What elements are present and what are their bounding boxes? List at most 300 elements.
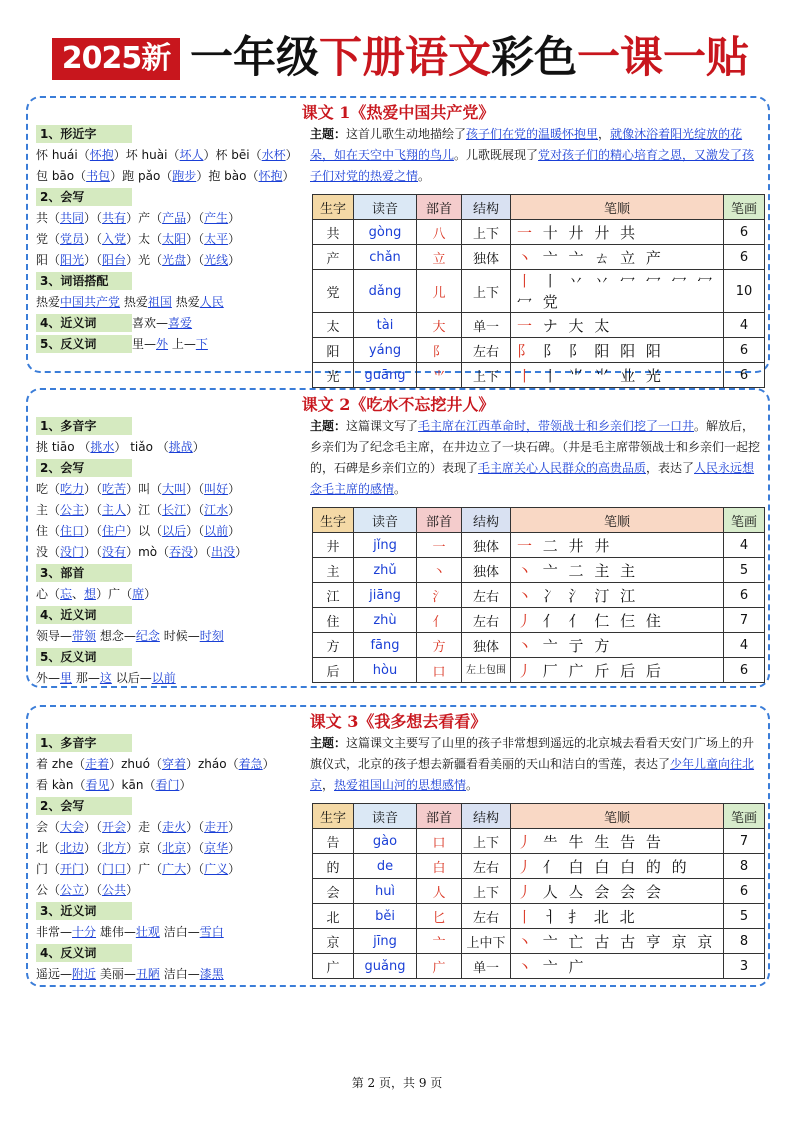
line-text: 住（ [36,524,61,538]
word-link[interactable]: 大叫 [162,482,187,496]
word-link[interactable]: 人民 [199,295,224,309]
word-link[interactable]: 住口 [60,524,85,538]
structure-cell: 左右 [462,854,511,879]
column-header: 部首 [417,508,462,533]
line-text: 公（ [36,883,61,897]
remaining-strokes: 亻 亻 仁 仨 住 [535,611,664,630]
word-link[interactable]: 席 [132,587,145,601]
word-link[interactable]: 公共 [102,883,127,897]
word-link[interactable]: 入党 [102,232,127,246]
line-text: 热爱 [36,295,61,309]
structure-cell: 左上包围 [462,658,511,683]
stroke-order-cell [511,929,724,954]
word-link[interactable]: 看见 [85,778,110,792]
line-text: ） [126,883,139,897]
word-link[interactable]: 穿着 [161,757,186,771]
list-row [36,250,308,271]
stroke-order-cell [511,854,724,879]
word-link[interactable]: 叫好 [204,482,229,496]
line-text: ）（ [186,253,205,267]
line-text: ）抱 bào（ [196,169,259,183]
word-link[interactable]: 走着 [85,757,110,771]
page-footer: 第 2 页，共 9 页 [351,1076,443,1090]
s2-character-table [312,507,765,683]
s3-knowledge-list [36,733,308,985]
table-row [313,879,765,904]
word-link[interactable]: 里 [60,671,73,685]
pinyin-cell: guǎng [354,954,417,979]
s2-line-0 [36,440,205,454]
word-link[interactable]: 吃力 [60,482,85,496]
structure-cell: 独体 [462,633,511,658]
radical-cell: 氵 [417,583,462,608]
list-row [36,437,308,458]
word-link[interactable]: 跑步 [172,169,197,183]
word-link[interactable]: 漆黑 [199,967,224,981]
first-stroke: 丿 [517,857,536,876]
list-row [36,458,308,479]
theme-text: ，表达了 [646,461,695,475]
line-text: ）（ [84,232,103,246]
table-row [313,608,765,633]
line-text: 领导— [36,629,73,643]
line-text: ）跑 pǎo（ [110,169,173,183]
structure-cell: 独体 [462,558,511,583]
line-text: ） [228,862,241,876]
list-row [36,313,308,334]
theme-text: 。 [394,482,407,496]
s3-line-6 [36,925,224,939]
word-link[interactable]: 走开 [204,820,229,834]
pinyin-cell: gòng [354,220,417,245]
column-header: 读音 [354,804,417,829]
title-part-2: 下册语文 [319,33,491,83]
category-label: 4、反义词 [36,944,132,962]
word-link[interactable]: 主人 [102,503,127,517]
line-text: ）（ [186,862,205,876]
s2-line-1 [36,482,240,496]
list-row [36,733,308,754]
stroke-count-cell: 6 [724,879,765,904]
theme-text: ， [598,127,611,141]
pinyin-cell: de [354,854,417,879]
char-cell: 方 [313,633,354,658]
s2-line-2 [36,503,240,517]
word-link[interactable]: 壮观 [135,925,160,939]
structure-cell: 上下 [462,363,511,388]
stroke-order-cell [511,879,724,904]
theme-highlight[interactable]: 党对孩子们的精心培育之恩，又激发了孩子们对党的热爱之情 [310,148,755,183]
word-link[interactable]: 共有 [102,211,127,225]
line-text: ）（ [84,883,103,897]
remaining-strokes: 丨 ⺌ ⺌ 业 光 [535,366,664,385]
category-label: 1、多音字 [36,734,132,752]
line-text: 阳（ [36,253,61,267]
word-link[interactable]: 江水 [204,503,229,517]
char-cell: 江 [313,583,354,608]
char-cell: 广 [313,954,354,979]
line-text: 热爱 [171,295,200,309]
column-header: 部首 [417,804,462,829]
theme-highlight[interactable]: 热爱祖国山河的思想感情 [334,778,467,792]
remaining-strokes: 冫 氵 汀 江 [535,586,639,605]
pinyin-cell: jiāng [354,583,417,608]
category-label: 4、近义词 [36,314,132,332]
list-row [36,500,308,521]
word-link[interactable]: 着急 [238,757,263,771]
pinyin-cell: yáng [354,338,417,363]
word-link[interactable]: 走火 [162,820,187,834]
remaining-strokes: 亠 二 主 主 [535,561,639,580]
column-header: 生字 [313,804,354,829]
s1-line-5 [36,295,224,309]
line-text: ）（ [186,482,205,496]
s3-line-2 [36,820,240,834]
first-stroke: 丨 [517,907,536,926]
line-text: 非常— [36,925,73,939]
radical-cell: 阝 [417,338,462,363]
radical-cell: 丶 [417,558,462,583]
structure-cell: 左右 [462,608,511,633]
word-link[interactable]: 吞没 [169,545,194,559]
first-stroke: 阝 [517,341,536,360]
category-label: 2、会写 [36,459,132,477]
first-stroke: 一 [517,316,536,335]
word-link[interactable]: 中国共产党 [60,295,121,309]
list-row [36,922,308,943]
category-label: 5、反义词 [36,648,132,666]
radical-cell: 人 [417,879,462,904]
word-link[interactable]: 光线 [204,253,229,267]
stroke-count-cell: 6 [724,363,765,388]
radical-cell: 方 [417,633,462,658]
word-link[interactable]: 以后 [162,524,187,538]
list-row [36,334,308,355]
table-header-row [313,804,765,829]
line-text: ） [192,440,205,454]
radical-cell: 口 [417,658,462,683]
word-link[interactable]: 看门 [155,778,180,792]
line-text: ） [144,587,157,601]
s1-line-2 [36,211,240,225]
first-stroke: 丿 [517,832,536,851]
column-header: 结构 [462,508,511,533]
line-text: 外— [36,671,61,685]
list-row [36,521,308,542]
line-text: ）（ [84,524,103,538]
line-text: ）广（ [96,587,133,601]
word-link[interactable]: 住户 [102,524,127,538]
stroke-count-cell: 6 [724,220,765,245]
stroke-order-cell [511,270,724,313]
s2-line-5 [36,587,156,601]
word-link[interactable]: 门口 [102,862,127,876]
stroke-order-cell [511,954,724,979]
line-text: ）（ [186,524,205,538]
word-link[interactable]: 没有 [102,545,127,559]
category-label: 2、会写 [36,797,132,815]
word-link[interactable]: 公主 [60,503,85,517]
theme-highlight[interactable]: 人民永远想念毛主席的感情 [310,461,755,496]
list-row [36,668,308,689]
column-header: 生字 [313,508,354,533]
radical-cell: 八 [417,220,462,245]
theme-text: 。儿歌既展现了 [454,148,539,162]
theme-text: 。 [418,169,431,183]
word-link[interactable]: 开会 [102,820,127,834]
stroke-order-cell [511,533,724,558]
table-row [313,658,765,683]
line-text: 遥远— [36,967,73,981]
theme-highlight[interactable]: 就像沐浴着阳光绽放的花朵，如在天空中飞翔的鸟儿 [310,127,743,162]
line-text: 会（ [36,820,61,834]
line-text: ）杯 bēi（ [203,148,262,162]
stroke-order-cell [511,313,724,338]
remaining-strokes: 阝 阝 阳 阳 阳 [535,341,664,360]
radical-cell: ⺌ [417,363,462,388]
table-row [313,558,765,583]
s2-theme [310,416,760,500]
line-text: ）（ [84,862,103,876]
theme-label: 主题： [310,736,347,750]
word-link[interactable]: 忘 [60,587,73,601]
stroke-order-cell [511,558,724,583]
word-link[interactable]: 广大 [162,862,187,876]
theme-highlight[interactable]: 少年儿童向往北京 [310,757,755,792]
word-link[interactable]: 北方 [102,841,127,855]
structure-cell: 上下 [462,829,511,854]
structure-cell: 独体 [462,245,511,270]
word-link[interactable]: 水杯 [261,148,286,162]
table-header-row [313,508,765,533]
word-link[interactable]: 想 [84,587,97,601]
category-label: 5、反义词 [36,335,132,353]
word-link[interactable]: 阳光 [60,253,85,267]
stroke-count-cell: 6 [724,245,765,270]
char-cell: 共 [313,220,354,245]
list-row [36,187,308,208]
radical-cell: 一 [417,533,462,558]
structure-cell: 独体 [462,533,511,558]
word-link[interactable]: 长江 [162,503,187,517]
line-text: ）太（ [126,232,163,246]
line-text: ）zháo（ [186,757,239,771]
line-text: ）坏 huài（ [113,148,180,162]
list-row [36,208,308,229]
word-link[interactable]: 吃苦 [102,482,127,496]
word-link[interactable]: 挑水 [90,440,115,454]
word-link[interactable]: 怀抱 [258,169,283,183]
line-text: 雄伟— [96,925,136,939]
line-text: ） [228,253,241,267]
word-link[interactable]: 开门 [60,862,85,876]
word-link[interactable]: 外 [156,337,169,351]
line-text: ）mò（ [126,545,170,559]
structure-cell: 左右 [462,904,511,929]
first-stroke: 丨 [517,366,536,385]
list-row [36,626,308,647]
structure-cell: 上中下 [462,929,511,954]
line-text: ）产（ [126,211,163,225]
line-text: 上— [168,337,196,351]
word-link[interactable]: 坏人 [179,148,204,162]
structure-cell: 单一 [462,954,511,979]
line-text: ）（ [84,503,103,517]
line-text: 以后— [111,671,152,685]
word-link[interactable]: 挑战 [168,440,193,454]
word-link[interactable]: 太平 [204,232,229,246]
s1-theme [310,124,760,187]
word-link[interactable]: 雪白 [199,925,224,939]
theme-text: ， [322,778,335,792]
remaining-strokes: ㅓ 扌 北 北 [535,907,638,926]
word-link[interactable]: 光盘 [162,253,187,267]
char-cell: 阳 [313,338,354,363]
word-link[interactable]: 产品 [162,211,187,225]
word-link[interactable]: 京华 [204,841,229,855]
word-link[interactable]: 附近 [72,967,97,981]
char-cell: 太 [313,313,354,338]
theme-text: 。 [466,778,479,792]
list-row [36,271,308,292]
line-text: ） [285,148,298,162]
remaining-strokes: 人 亼 会 会 会 [535,882,664,901]
list-row [36,817,308,838]
word-link[interactable]: 北京 [162,841,187,855]
stroke-count-cell: 4 [724,313,765,338]
word-link[interactable]: 以前 [204,524,229,538]
word-link[interactable]: 没门 [60,545,85,559]
line-text: ） [228,211,241,225]
category-label: 2、会写 [36,188,132,206]
category-label: 3、近义词 [36,902,132,920]
radical-cell: 立 [417,245,462,270]
line-text: 看 kàn（ [36,778,86,792]
stroke-order-cell [511,829,724,854]
line-text: 洁白— [159,925,200,939]
category-label: 4、近义词 [36,606,132,624]
line-text: ） [228,482,241,496]
word-link[interactable]: 阳台 [102,253,127,267]
radical-cell: 大 [417,313,462,338]
line-text: ） [179,778,192,792]
s1-line-0 [36,148,298,162]
s3-line-7 [36,967,224,981]
line-text: ）（ [186,820,205,834]
title-part-1: 一年级 [190,33,319,83]
word-link[interactable]: 党员 [60,232,85,246]
word-link[interactable]: 喜爱 [168,316,193,330]
theme-highlight[interactable]: 孩子们在党的温暖怀抱里 [466,127,599,141]
word-link[interactable]: 十分 [72,925,97,939]
s2-line-3 [36,524,240,538]
line-text: ）（ [84,841,103,855]
pinyin-cell: běi [354,904,417,929]
title-part-3: 彩色 [491,33,577,83]
column-header: 笔顺 [511,508,724,533]
word-link[interactable]: 共同 [60,211,85,225]
word-link[interactable]: 广义 [204,862,229,876]
first-stroke: 丶 [517,248,536,267]
s1-line-7 [132,337,208,351]
word-link[interactable]: 公立 [60,883,85,897]
word-link[interactable]: 带领 [72,629,97,643]
line-text: 怀 huái（ [36,148,90,162]
word-link[interactable]: 下 [195,337,208,351]
word-link[interactable]: 这 [99,671,112,685]
remaining-strokes: 二 井 井 [535,536,613,555]
theme-highlight[interactable]: 毛主席在江西革命时，带领战士和乡亲们挖了一口井 [418,419,695,433]
word-link[interactable]: 纪念 [135,629,160,643]
radical-cell: 儿 [417,270,462,313]
radical-cell: 口 [417,829,462,854]
pinyin-cell: zhǔ [354,558,417,583]
word-link[interactable]: 书包 [86,169,111,183]
line-text: ）走（ [126,820,163,834]
line-text: ）江（ [126,503,163,517]
radical-cell: 亠 [417,929,462,954]
pinyin-cell: zhù [354,608,417,633]
word-link[interactable]: 大会 [60,820,85,834]
page-header [0,26,794,90]
theme-text: 。解放后，乡亲们为了纪念毛主席，在井边立了一块石碑。（井是毛主席带领战士和乡亲们一起挖的，石碑是乡亲们立的）表现了 [310,419,761,475]
word-link[interactable]: 怀抱 [89,148,114,162]
list-row [36,416,308,437]
s2-title: 课文 2《吃水不忘挖井人》 [301,395,495,414]
column-header: 笔顺 [511,804,724,829]
word-link[interactable]: 北边 [60,841,85,855]
char-cell: 井 [313,533,354,558]
radical-cell: 广 [417,954,462,979]
word-link[interactable]: 太阳 [162,232,187,246]
table-row [313,583,765,608]
s2-knowledge-list [36,416,308,689]
theme-highlight[interactable]: 毛主席关心人民群众的高贵品质 [478,461,647,475]
s3-theme [310,733,760,796]
char-cell: 会 [313,879,354,904]
table-row [313,854,765,879]
word-link[interactable]: 祖国 [147,295,172,309]
stroke-count-cell: 3 [724,954,765,979]
first-stroke: 一 [517,223,536,242]
line-text: 包 bāo（ [36,169,87,183]
theme-text: 这首儿歌生动地描绘了 [346,127,467,141]
word-link[interactable]: 以前 [151,671,176,685]
pinyin-cell: dǎng [354,270,417,313]
line-text: 门（ [36,862,61,876]
word-link[interactable]: 时刻 [199,629,224,643]
line-text: 那— [72,671,100,685]
list-row [36,901,308,922]
line-text: ）kān（ [109,778,156,792]
word-link[interactable]: 出没 [211,545,236,559]
pinyin-cell: jīng [354,929,417,954]
word-link[interactable]: 丑陋 [135,967,160,981]
list-row [36,479,308,500]
table-row [313,245,765,270]
table-row [313,220,765,245]
word-link[interactable]: 产生 [204,211,229,225]
category-label: 3、词语搭配 [36,272,132,290]
char-cell: 后 [313,658,354,683]
stroke-count-cell: 8 [724,854,765,879]
char-cell: 北 [313,904,354,929]
stroke-order-cell [511,633,724,658]
table-row [313,313,765,338]
theme-label: 主题： [310,419,347,433]
list-row [36,584,308,605]
line-text: ） tiǎo （ [114,440,169,454]
